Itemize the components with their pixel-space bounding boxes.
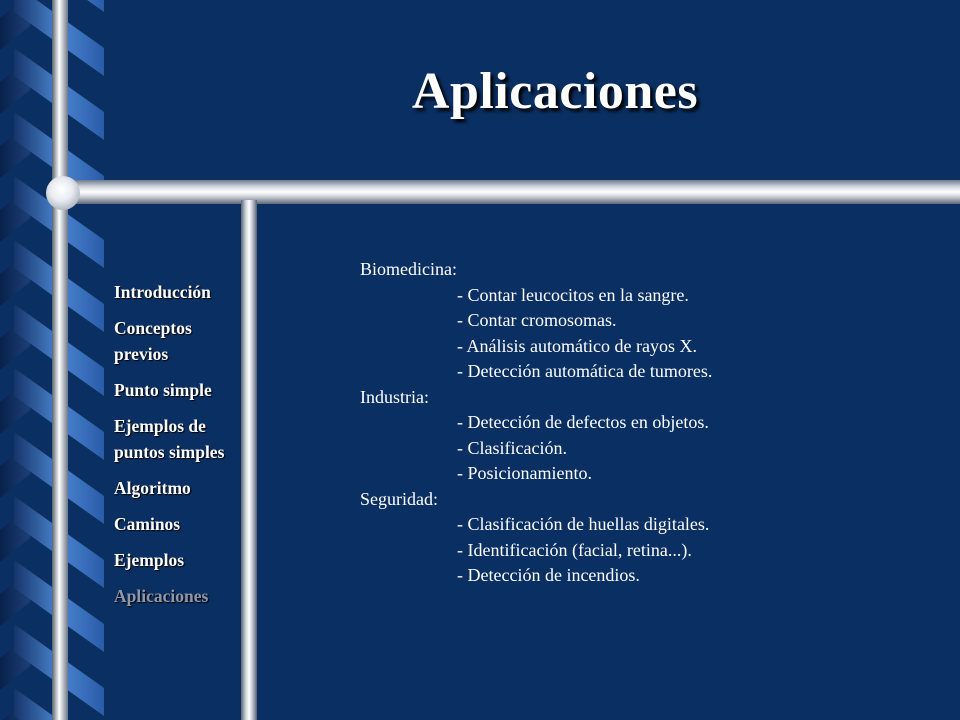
section-heading: Biomedicina:	[360, 259, 457, 279]
nav-item-caminos[interactable]: Caminos	[114, 514, 181, 534]
navigation-menu	[114, 279, 242, 619]
decorative-ribbon	[0, 0, 110, 720]
horizontal-bar	[52, 180, 960, 204]
nav-item-introduccion[interactable]: Introducción	[114, 282, 211, 302]
nav-item-conceptos-previos[interactable]: Conceptos previos	[114, 318, 192, 364]
list-item: - Posicionamiento.	[457, 463, 592, 483]
list-item: - Contar cromosomas.	[457, 310, 617, 330]
nav-item-ejemplos-puntos-simples[interactable]: Ejemplos de puntos simples	[114, 416, 225, 462]
list-item: - Clasificación.	[457, 437, 567, 458]
list-item: - Identificación (facial, retina...).	[457, 539, 692, 560]
nav-item-aplicaciones[interactable]: Aplicaciones	[114, 586, 209, 606]
vertical-bar	[241, 200, 257, 720]
content-body	[360, 257, 940, 589]
bar-knob	[46, 176, 80, 210]
nav-item-ejemplos[interactable]: Ejemplos	[114, 550, 184, 570]
list-item: - Detección de incendios.	[457, 565, 640, 585]
list-item: - Detección de defectos en objetos.	[457, 412, 709, 432]
section-heading: Seguridad:	[360, 488, 438, 509]
nav-item-punto-simple[interactable]: Punto simple	[114, 380, 212, 400]
slide-title: Aplicaciones	[411, 63, 699, 120]
list-item: - Contar leucocitos en la sangre.	[457, 284, 689, 305]
list-item: - Clasificación de huellas digitales.	[457, 514, 710, 534]
section-heading: Industria:	[360, 386, 429, 407]
list-item: - Análisis automático de rayos X.	[457, 335, 697, 356]
nav-item-algoritmo[interactable]: Algoritmo	[114, 478, 191, 498]
list-item: - Detección automática de tumores.	[457, 361, 713, 381]
